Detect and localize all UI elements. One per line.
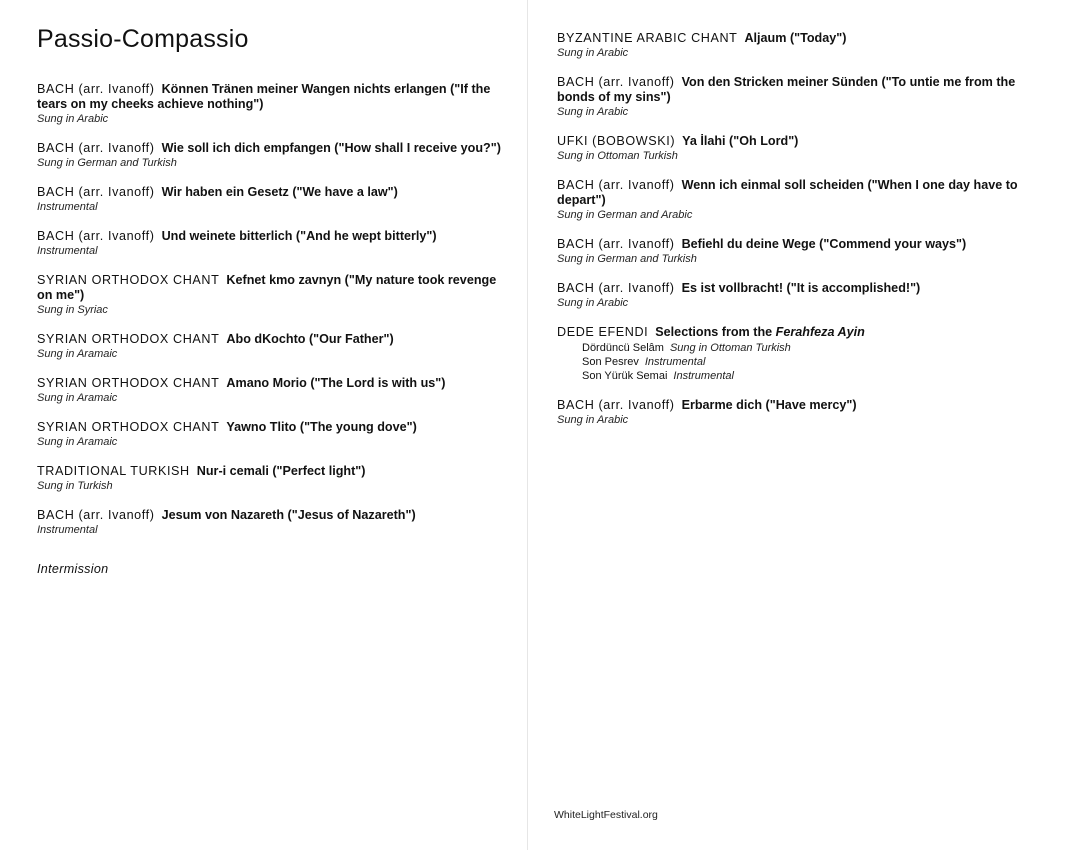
composer: SYRIAN ORTHODOX CHANT: [37, 272, 220, 287]
work-title: Können Tränen meiner Wangen nichts erlangen ("If the tears on my cheeks achieve nothing"): [37, 81, 491, 111]
work-title: Abo dKochto ("Our Father"): [226, 331, 394, 346]
program-item: [37, 82, 512, 126]
work-title: Und weinete bitterlich ("And he wept bitterly"): [161, 228, 437, 243]
work-title: Wir haben ein Gesetz ("We have a law"): [161, 184, 398, 199]
composer: BYZANTINE ARABIC CHANT: [557, 31, 738, 45]
program-item: [37, 185, 512, 214]
composer: SYRIAN ORTHODOX CHANT: [37, 331, 220, 346]
work-title-italic: Ferahfeza Ayin: [775, 325, 865, 339]
program-item: [37, 229, 512, 258]
right-page: [557, 31, 1037, 442]
performance-note: Sung in Syriac: [37, 303, 108, 316]
program-item: [557, 237, 1037, 266]
composer: BACH (arr. Ivanoff): [557, 398, 675, 412]
work-title: Wie soll ich dich empfangen ("How shall I receive you?"): [161, 140, 501, 155]
left-page: [37, 26, 512, 576]
composer: BACH (arr. Ivanoff): [37, 228, 155, 243]
program-item: [557, 281, 1037, 310]
composer: BACH (arr. Ivanoff): [37, 507, 155, 522]
work-title: Jesum von Nazareth ("Jesus of Nazareth"): [161, 507, 416, 522]
performance-note: Sung in Arabic: [557, 47, 629, 59]
program-item: [37, 141, 512, 170]
program-title: Passio-Compassio: [37, 25, 249, 53]
work-title: Von den Stricken meiner Sünden ("To untie me from the bonds of my sins"): [557, 75, 1016, 104]
work-title: Wenn ich einmal soll scheiden ("When I one day have to depart"): [557, 178, 1018, 207]
program-item: [37, 273, 512, 317]
selection-name: Son Pesrev: [582, 356, 639, 368]
performance-note: Sung in Ottoman Turkish: [669, 342, 791, 354]
performance-note: Sung in German and Turkish: [37, 156, 177, 169]
performance-note: Instrumental: [37, 523, 98, 536]
work-title: Kefnet kmo zavnyn ("My nature took revenge on me"): [37, 272, 497, 302]
performance-note: Instrumental: [644, 356, 706, 368]
composer: DEDE EFENDI: [557, 325, 649, 339]
selection-list: [582, 341, 1037, 383]
program-item: [557, 178, 1037, 222]
program-item: [557, 398, 1037, 427]
selection-item: [582, 355, 1037, 369]
program-item: [557, 75, 1037, 119]
composer: TRADITIONAL TURKISH: [37, 463, 190, 478]
performance-note: Instrumental: [673, 370, 734, 382]
program-item: [37, 332, 512, 361]
performance-note: Sung in Arabic: [557, 297, 629, 309]
program-item: [557, 31, 1037, 60]
performance-note: Sung in Arabic: [557, 106, 629, 118]
performance-note: Sung in Arabic: [557, 414, 629, 426]
work-title: Amano Morio ("The Lord is with us"): [226, 375, 446, 390]
selection-item: [582, 341, 1037, 355]
work-title: Yawno Tlito ("The young dove"): [226, 419, 417, 434]
composer: BACH (arr. Ivanoff): [557, 237, 675, 251]
program-item-dede-efendi: [557, 325, 1037, 383]
performance-note: Sung in Arabic: [37, 112, 109, 125]
performance-note: Sung in Aramaic: [37, 347, 118, 360]
program-item: [37, 420, 512, 449]
work-title: Es ist vollbracht! ("It is accomplished!"): [681, 281, 921, 295]
work-title: Nur-i cemali ("Perfect light"): [196, 463, 366, 478]
performance-note: Instrumental: [37, 200, 98, 213]
program-item: [557, 134, 1037, 163]
composer: BACH (arr. Ivanoff): [37, 184, 155, 199]
work-title: Befiehl du deine Wege ("Commend your ways"): [681, 237, 967, 251]
page-fold: [527, 0, 528, 850]
composer: UFKI (BOBOWSKI): [557, 134, 676, 148]
composer: BACH (arr. Ivanoff): [557, 75, 675, 89]
program-item: [37, 464, 512, 493]
work-title: Aljaum ("Today"): [744, 31, 847, 45]
program-item: [37, 508, 512, 537]
selection-name: Dördüncü Selâm: [582, 342, 664, 354]
work-title: [655, 325, 865, 339]
performance-note: Sung in German and Turkish: [557, 253, 697, 265]
composer: BACH (arr. Ivanoff): [37, 140, 155, 155]
work-title-prefix: Selections from the: [655, 325, 773, 339]
performance-note: Sung in Aramaic: [37, 391, 118, 404]
composer: BACH (arr. Ivanoff): [557, 281, 675, 295]
performance-note: Sung in Ottoman Turkish: [557, 150, 678, 162]
composer: SYRIAN ORTHODOX CHANT: [37, 419, 220, 434]
selection-item: [582, 369, 1037, 383]
performance-note: Instrumental: [37, 244, 98, 257]
work-title: Erbarme dich ("Have mercy"): [681, 398, 857, 412]
footer-website: WhiteLightFestival.org: [554, 809, 658, 821]
selection-name: Son Yürük Semai: [582, 370, 668, 382]
performance-note: Sung in Aramaic: [37, 435, 118, 448]
intermission-label: Intermission: [37, 561, 109, 576]
performance-note: Sung in German and Arabic: [557, 209, 693, 221]
work-title: Ya İlahi ("Oh Lord"): [682, 134, 799, 148]
composer: SYRIAN ORTHODOX CHANT: [37, 375, 220, 390]
composer: BACH (arr. Ivanoff): [557, 178, 675, 192]
performance-note: Sung in Turkish: [37, 479, 113, 492]
program-item: [37, 376, 512, 405]
composer: BACH (arr. Ivanoff): [37, 81, 155, 96]
